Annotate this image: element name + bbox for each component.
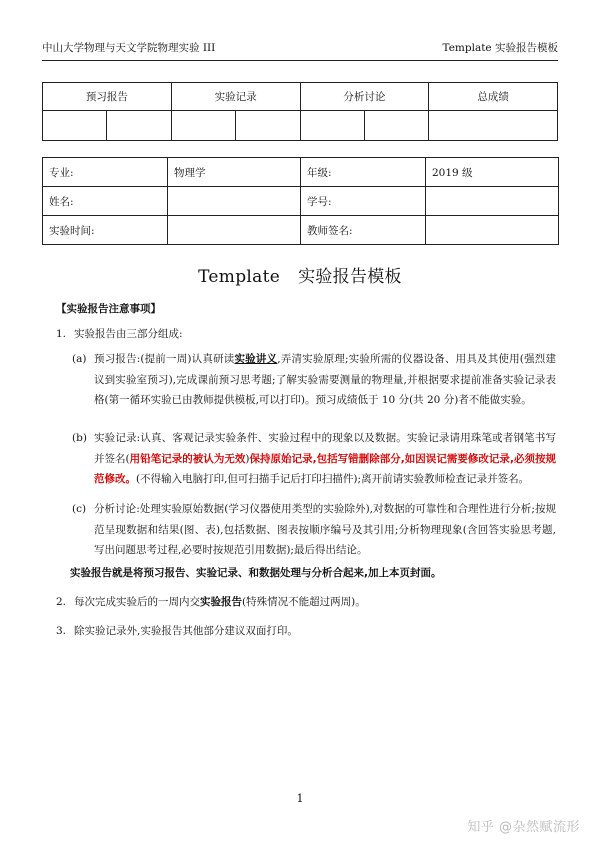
- student-id-label: 学号:: [301, 187, 426, 216]
- item-c-tag: (c): [72, 503, 87, 515]
- item-c-text: 分析讨论:处理实验原始数据(学习仪器使用类型的实验除外),对数据的可靠性和合理性进行分析;按规范呈现数据和结果(图、表),包括数据、图表按顺序编号及其引用;分析物理现象(含回答实验思考题,写出问题思考过程,必要时按规范引用数据);最后得出结论。: [94, 503, 556, 556]
- page-number: 1: [296, 792, 304, 805]
- teacher-sign-label: 教师签名:: [301, 216, 426, 245]
- item-b: [72, 428, 556, 490]
- teacher-sign-value: [426, 216, 559, 245]
- info-table: [42, 157, 559, 245]
- title-en: Template: [198, 267, 281, 287]
- item-b-text-1: 实验记录:认真、客观记录实验条件、实验过程中的现象以及数据。实验记录请用珠笔或者钢笔书写并签名(: [94, 432, 556, 465]
- item-2-bold: 实验报告: [200, 596, 242, 608]
- item-b-text-2: ): [245, 452, 250, 465]
- page-title: [0, 262, 600, 287]
- student-id-value: [426, 187, 559, 216]
- item-3-number: 3.: [56, 625, 67, 637]
- title-zh: 实验报告模板: [298, 267, 402, 287]
- summary-text: 实验报告就是将预习报告、实验记录、和数据处理与分析合起来,加上本页封面。: [70, 567, 442, 579]
- time-label: 实验时间:: [43, 216, 168, 245]
- item-1-number: 1.: [56, 328, 67, 340]
- item-2-text-1: 每次完成实验后的一周内交: [74, 596, 200, 608]
- grade-table: [42, 82, 558, 141]
- item-1-text: 实验报告由三部分组成:: [74, 328, 183, 340]
- name-value: [168, 187, 301, 216]
- grade-header-total: 总成绩: [429, 83, 558, 111]
- grade-cell-total: [429, 111, 558, 141]
- header-rule: [42, 60, 558, 61]
- item-a-tag: (a): [72, 353, 87, 365]
- header-left: 中山大学物理与天文学院物理实验 III: [42, 42, 216, 54]
- grade-header-preview: 预习报告: [43, 83, 172, 111]
- grade-cell: [171, 111, 235, 141]
- name-label: 姓名:: [43, 187, 168, 216]
- grade-value: 2019 级: [426, 158, 559, 187]
- grade-header-analysis: 分析讨论: [300, 83, 429, 111]
- grade-label: 年级:: [301, 158, 426, 187]
- item-a: [72, 349, 556, 411]
- grade-cell: [43, 111, 107, 141]
- item-a-handout: 实验讲义: [234, 353, 278, 365]
- grade-cell: [236, 111, 300, 141]
- major-value: 物理学: [168, 158, 301, 187]
- grade-header-record: 实验记录: [171, 83, 300, 111]
- item-b-tag: (b): [72, 432, 87, 444]
- item-b-text-3: (不得输入电脑打印,但可扫描手记后打印扫描件);离开前请实验教师检查记录并签名。: [136, 473, 530, 485]
- grade-cell: [300, 111, 364, 141]
- header-right: Template 实验报告模板: [442, 42, 558, 54]
- item-3-text: 除实验记录外,实验报告其他部分建议双面打印。: [74, 625, 298, 637]
- page-header: [42, 40, 558, 58]
- grade-cell: [364, 111, 428, 141]
- item-b-red-2: 保持原始记录,包括写错删除部分,如因误记需要修改记录,必须按规范修改。: [94, 452, 556, 485]
- grade-cell: [107, 111, 171, 141]
- item-b-red-1: 用铅笔记录的被认为无效: [129, 452, 246, 465]
- time-value: [168, 216, 301, 245]
- item-a-text-2: ,弄清实验原理;实验所需的仪器设备、用具及其使用(强烈建议到实验室预习),完成课前预习思考题;了解实验需要测量的物理量,并根据要求提前准备实验记录表格(第一循环实验已由教师提供模板,可以打印)。预习成绩低于 10 分(共 20 分)者不能做实验。: [94, 353, 556, 406]
- watermark: 知乎 @杂然赋流形: [467, 820, 580, 835]
- item-a-text-1: 预习报告:(提前一周)认真研读: [94, 353, 235, 365]
- notice-heading: 【实验报告注意事项】: [56, 303, 161, 315]
- item-2-text-2: (特殊情况不能超过两周)。: [242, 596, 366, 608]
- item-2-number: 2.: [56, 596, 67, 608]
- major-label: 专业:: [43, 158, 168, 187]
- item-c: [72, 499, 556, 561]
